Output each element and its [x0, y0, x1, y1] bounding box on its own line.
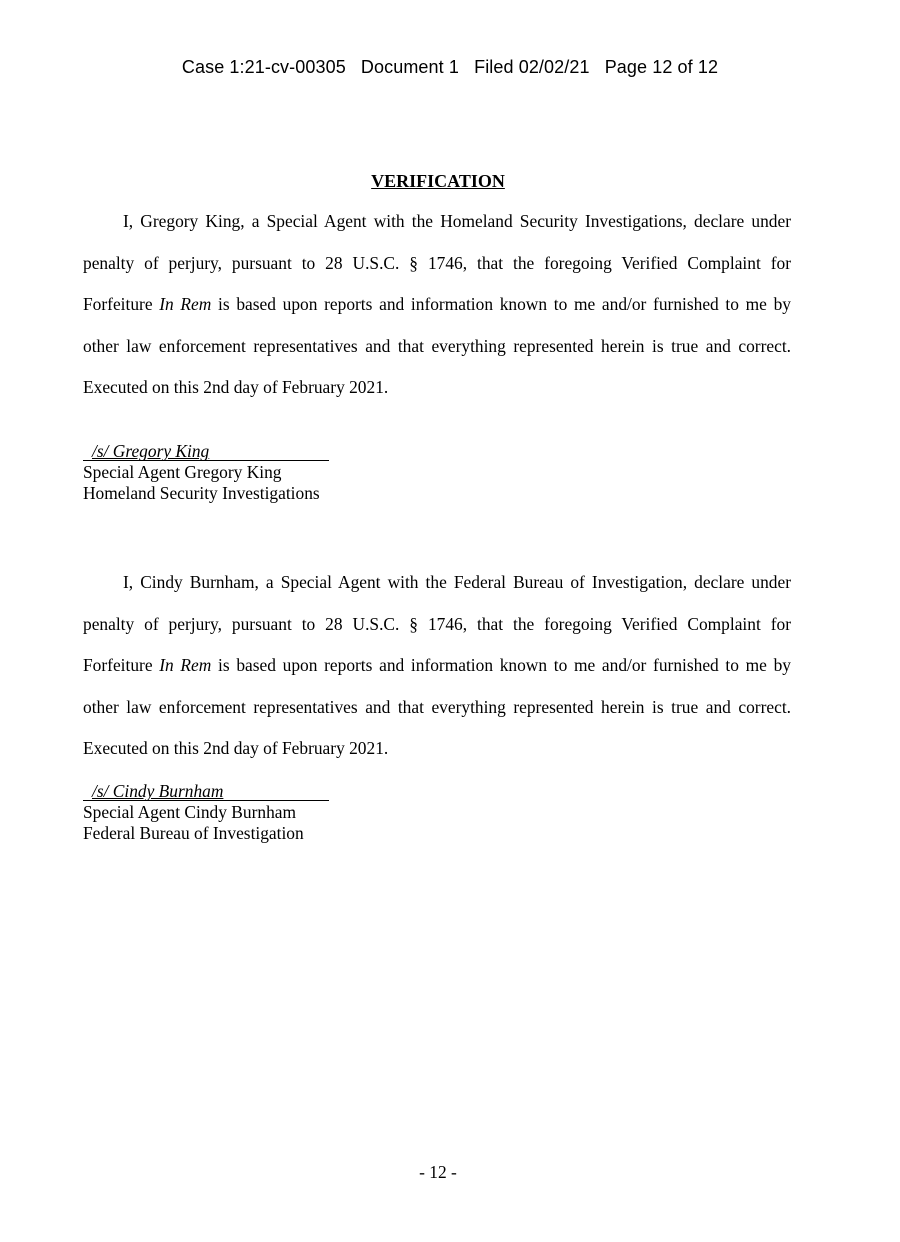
signature-block-king	[83, 441, 329, 504]
declaration-line: other law enforcement representatives and that everything represented herein is true and correct.	[83, 696, 791, 717]
declaration-line: other law enforcement representatives and that everything represented herein is true and correct.	[83, 335, 791, 356]
document-number: Document 1	[360, 57, 459, 77]
declaration-king	[83, 201, 791, 409]
signature-block-burnham	[83, 781, 329, 844]
filed-date: Filed 02/02/21	[474, 57, 590, 77]
signer-organization: Federal Bureau of Investigation	[83, 823, 304, 843]
signer-organization: Homeland Security Investigations	[83, 483, 320, 503]
page-number: - 12 -	[419, 1162, 457, 1182]
case-number: Case 1:21-cv-00305	[181, 57, 346, 77]
signer-title: Special Agent Cindy Burnham	[83, 802, 297, 822]
declaration-burnham	[83, 562, 791, 770]
declaration-line: I, Cindy Burnham, a Special Agent with the Federal Bureau of Investigation, declare under	[123, 572, 791, 592]
declaration-line: Executed on this 2nd day of February 2021.	[83, 377, 389, 397]
case-header	[0, 57, 900, 78]
page-count: Page 12 of 12	[604, 57, 719, 77]
signature-line: /s/ Gregory King	[83, 442, 329, 461]
declaration-line: penalty of perjury, pursuant to 28 U.S.C. § 1746, that the foregoing Verified Complaint for	[83, 252, 791, 273]
signature-line: /s/ Cindy Burnham	[83, 782, 329, 801]
page-title: VERIFICATION	[371, 171, 505, 191]
declaration-line: Executed on this 2nd day of February 2021.	[83, 738, 389, 758]
declaration-line: I, Gregory King, a Special Agent with the Homeland Security Investigations, declare under	[123, 211, 791, 231]
declaration-line: penalty of perjury, pursuant to 28 U.S.C. § 1746, that the foregoing Verified Complaint for	[83, 613, 791, 634]
signer-title: Special Agent Gregory King	[83, 462, 282, 482]
declaration-line: Forfeiture In Rem is based upon reports and information known to me and/or furnished to me by	[83, 294, 791, 314]
declaration-line: Forfeiture In Rem is based upon reports and information known to me and/or furnished to me by	[83, 655, 791, 675]
